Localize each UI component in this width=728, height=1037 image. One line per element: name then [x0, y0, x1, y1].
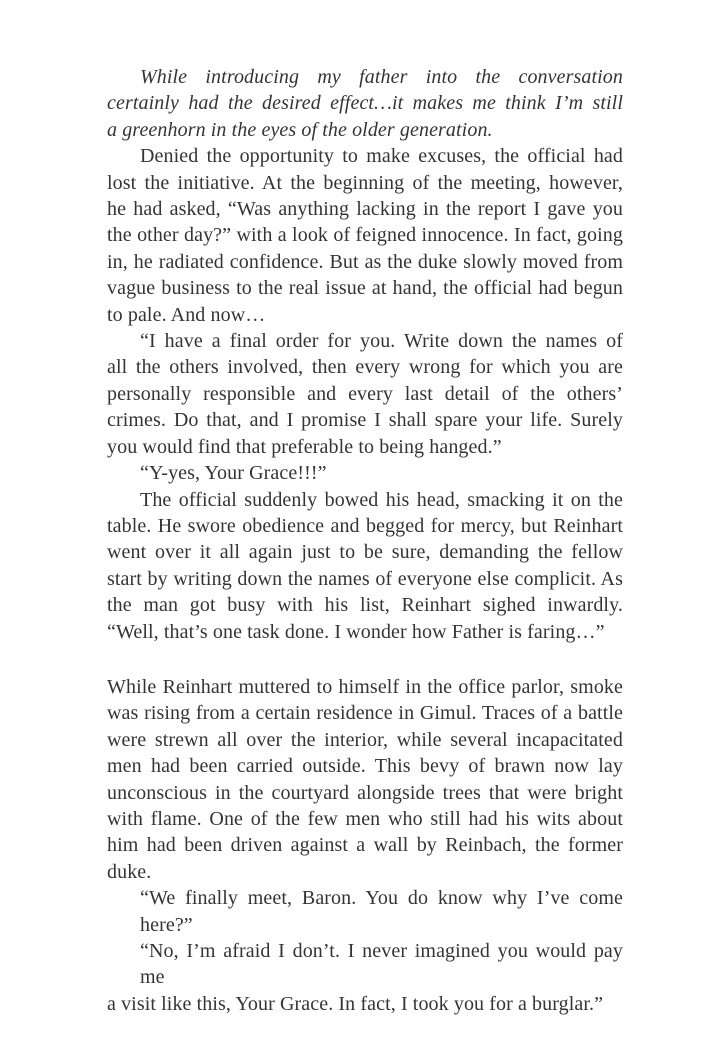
paragraph-dialogue-final-order: [107, 328, 623, 460]
text-line: “Well, that’s one task done. I wonder how Father is faring…”: [107, 620, 605, 643]
text-line: unconscious in the courtyard alongside trees that were bright: [107, 781, 623, 804]
paragraph-dialogue-yes-your-grace: [107, 460, 623, 486]
text-line: table. He swore obedience and begged for mercy, but Reinhart: [107, 514, 623, 537]
text-line: personally responsible and every last detail of the others’: [107, 382, 623, 405]
text-line: duke.: [107, 860, 152, 883]
text-line: start by writing down the names of everyone else complicit. As: [107, 567, 623, 590]
text-line: Denied the opportunity to make excuses, the official had: [140, 145, 623, 168]
text-line: the other day?” with a look of feigned innocence. In fact, going: [107, 224, 623, 247]
text-line: the man got busy with his list, Reinhart sighed inwardly.: [107, 594, 623, 617]
text-line: While introducing my father into the conversation: [140, 66, 623, 88]
paragraph-narration-official-loses-initiative: [107, 143, 623, 328]
text-line: “No, I’m afraid I don’t. I never imagined you would pay me: [140, 940, 623, 989]
text-line: crimes. Do that, and I promise I shall spare your life. Surely: [107, 409, 623, 432]
text-line: “We finally meet, Baron. You do know why I’ve come here?”: [140, 887, 623, 936]
text-line: a greenhorn in the eyes of the older generation.: [107, 118, 493, 141]
text-line: in, he radiated confidence. But as the duke slowly moved from: [107, 250, 623, 273]
text-line: men had been carried outside. This bevy of brawn now lay: [107, 755, 623, 778]
text-line: “Y-yes, Your Grace!!!”: [140, 462, 327, 485]
text-line: you would find that preferable to being hanged.”: [107, 435, 502, 458]
text-line: “I have a final order for you. Write down the names of: [140, 330, 623, 353]
paragraph-narration-official-bows: [107, 487, 623, 645]
text-line: was rising from a certain residence in Gimul. Traces of a battle: [107, 702, 623, 725]
paragraph-inner-monologue: [107, 64, 623, 143]
text-line: lost the initiative. At the beginning of the meeting, however,: [107, 171, 623, 194]
text-line: he had asked, “Was anything lacking in the report I gave you: [107, 198, 623, 221]
text-line: The official suddenly bowed his head, smacking it on the: [140, 488, 623, 511]
text-line: all the others involved, then every wrong for which you are: [107, 356, 623, 379]
text-line: with flame. One of the few men who still had his wits about: [107, 807, 623, 830]
text-line: vague business to the real issue at hand, the official had begun: [107, 277, 623, 300]
text-line: a visit like this, Your Grace. In fact, I took you for a burglar.”: [107, 992, 604, 1015]
text-line: went over it all again just to be sure, demanding the fellow: [107, 541, 623, 564]
text-line: to pale. And now…: [107, 303, 266, 326]
text-line: him had been driven against a wall by Reinbach, the former: [107, 834, 623, 857]
paragraph-dialogue-we-finally-meet: [107, 885, 623, 938]
paragraph-narration-gimul-residence: [107, 674, 623, 885]
paragraph-dialogue-baron-reply: [107, 938, 623, 1017]
text-line: certainly had the desired effect…it makes me think I’m still: [107, 92, 623, 115]
text-line: were strewn all over the interior, while several incapacitated: [107, 728, 623, 751]
text-line: While Reinhart muttered to himself in the office parlor, smoke: [107, 675, 623, 698]
text-block: [107, 64, 623, 1017]
